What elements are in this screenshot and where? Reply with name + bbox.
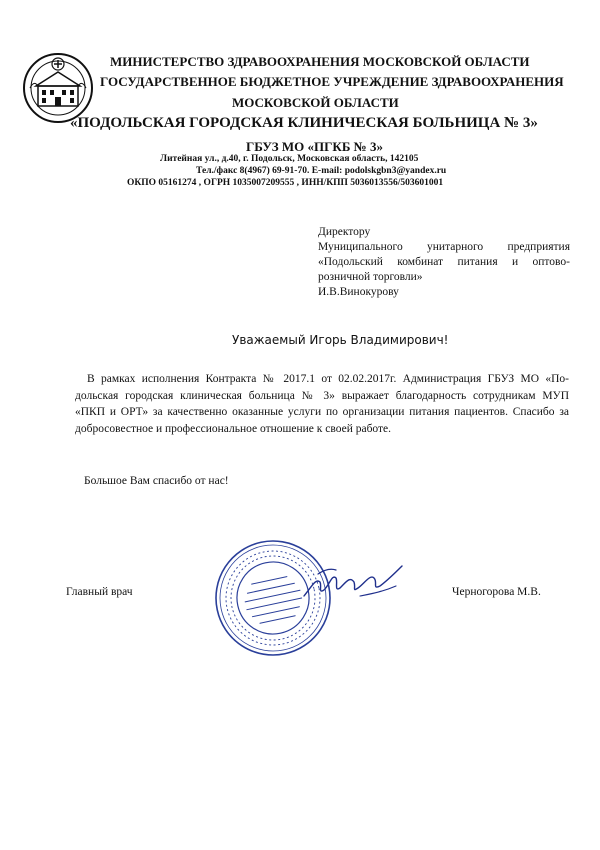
salutation: Уважаемый Игорь Владимирович!: [232, 333, 449, 347]
addressee-organization-2: «Подольский комбинат питания и оптово-: [318, 256, 570, 268]
ministry-line: МИНИСТЕРСТВО ЗДРАВООХРАНЕНИЯ МОСКОВСКОЙ ОБЛАСТИ: [110, 54, 530, 69]
hospital-name: «ПОДОЛЬСКАЯ ГОРОДСКАЯ КЛИНИЧЕСКАЯ БОЛЬНИЦА № 3»: [70, 115, 538, 131]
hospital-short-name: ГБУЗ МО «ПГКБ № 3»: [246, 139, 383, 154]
closing-thanks: Большое Вам спасибо от нас!: [84, 475, 229, 487]
addressee-organization-3: розничной торговли»: [318, 271, 423, 283]
addressee-title: Директору: [318, 226, 371, 238]
hospital-emblem-icon: [22, 52, 94, 124]
signatory-name: Черногорова М.В.: [452, 586, 541, 598]
letter-body: [75, 371, 569, 437]
hospital-contacts: Тел./факс 8(4967) 69-91-70. E-mail: podolskgbn3@yandex.ru: [196, 166, 447, 176]
signatory-role: Главный врач: [66, 586, 133, 598]
body-line: «ПКП и ОРТ» за качественно оказанные услуги по организации питания пациентов. Спасибо за: [75, 406, 569, 418]
addressee-organization-1: Муниципального унитарного предприятия: [318, 241, 570, 253]
body-line: В рамках исполнения Контракта № 2017.1 от 02.02.2017г. Администрация ГБУЗ МО «По-: [87, 373, 569, 385]
hospital-address: Литейная ул., д.40, г. Подольск, Московская область, 142105: [160, 154, 419, 164]
addressee-name: И.В.Винокурову: [318, 286, 399, 298]
region-line: МОСКОВСКОЙ ОБЛАСТИ: [232, 95, 399, 110]
body-line: дольская городская клиническая больница № 3» выражает благодарность сотрудникам МУП: [75, 389, 569, 402]
body-line: добросовестное и профессиональное отношение к своей работе.: [75, 422, 392, 435]
addressee-block: [318, 225, 570, 300]
handwritten-signature-icon: [300, 556, 405, 608]
hospital-registration-codes: ОКПО 05161274 , ОГРН 1035007209555 , ИНН/КПП 5036013556/503601001: [127, 178, 444, 188]
institution-type-line: ГОСУДАРСТВЕННОЕ БЮДЖЕТНОЕ УЧРЕЖДЕНИЕ ЗДРАВООХРАНЕНИЯ: [100, 74, 564, 89]
